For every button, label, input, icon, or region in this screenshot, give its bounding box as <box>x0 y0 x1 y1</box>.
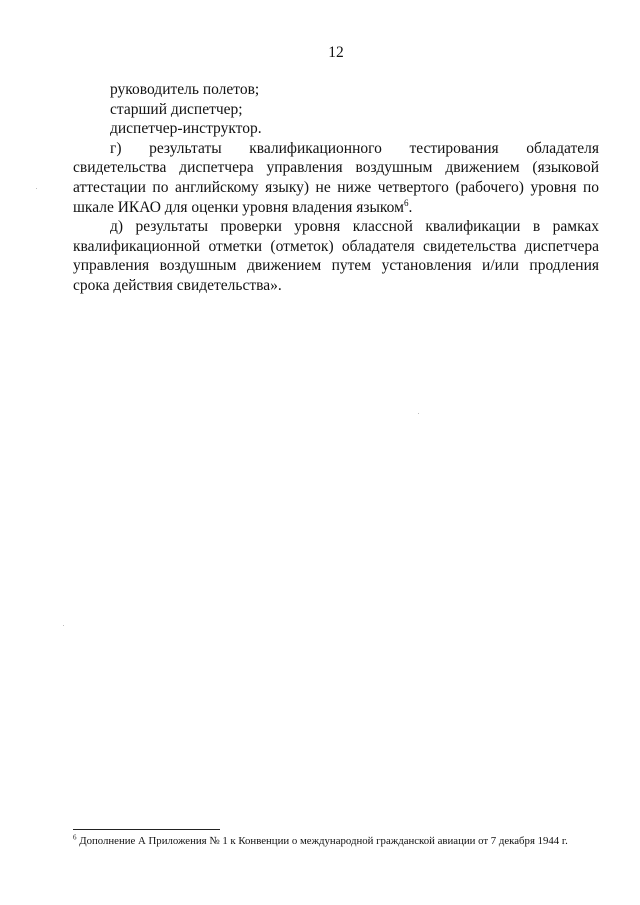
scan-speck <box>418 413 419 414</box>
paragraph-g-text: г) результаты квалификационного тестирования обладателя свидетельства диспетчера управления воздушным движением (языковой аттестации по английскому языку) не ниже четвертого (рабочего) уровня по шкале ИКАО для оценки уровня владения языком <box>73 139 599 216</box>
document-body <box>73 80 599 296</box>
scan-speck <box>36 188 37 189</box>
footnote-text: Дополнение А Приложения № 1 к Конвенции о международной гражданской авиации от 7 декабря 1944 г. <box>79 835 568 847</box>
paragraph-g <box>73 139 599 217</box>
footnote-divider <box>73 829 220 830</box>
scan-speck <box>63 625 64 626</box>
footnote-marker: 6 <box>73 833 77 842</box>
footnote <box>73 835 613 848</box>
page-number: 12 <box>328 44 344 61</box>
list-item: старший диспетчер; <box>110 100 243 118</box>
paragraph-g-tail: . <box>408 198 413 216</box>
list-item: руководитель полетов; <box>110 81 260 98</box>
footnote-reference[interactable]: 6 <box>403 197 409 208</box>
list-item: диспетчер-инструктор. <box>110 120 262 138</box>
paragraph-d: д) результаты проверки уровня классной квалификации в рамках квалификационной отметки (отметок) обладателя свидетельства диспетчера управления воздушным движением путем установления и/или продления срока действия свидетельства». <box>73 218 599 294</box>
